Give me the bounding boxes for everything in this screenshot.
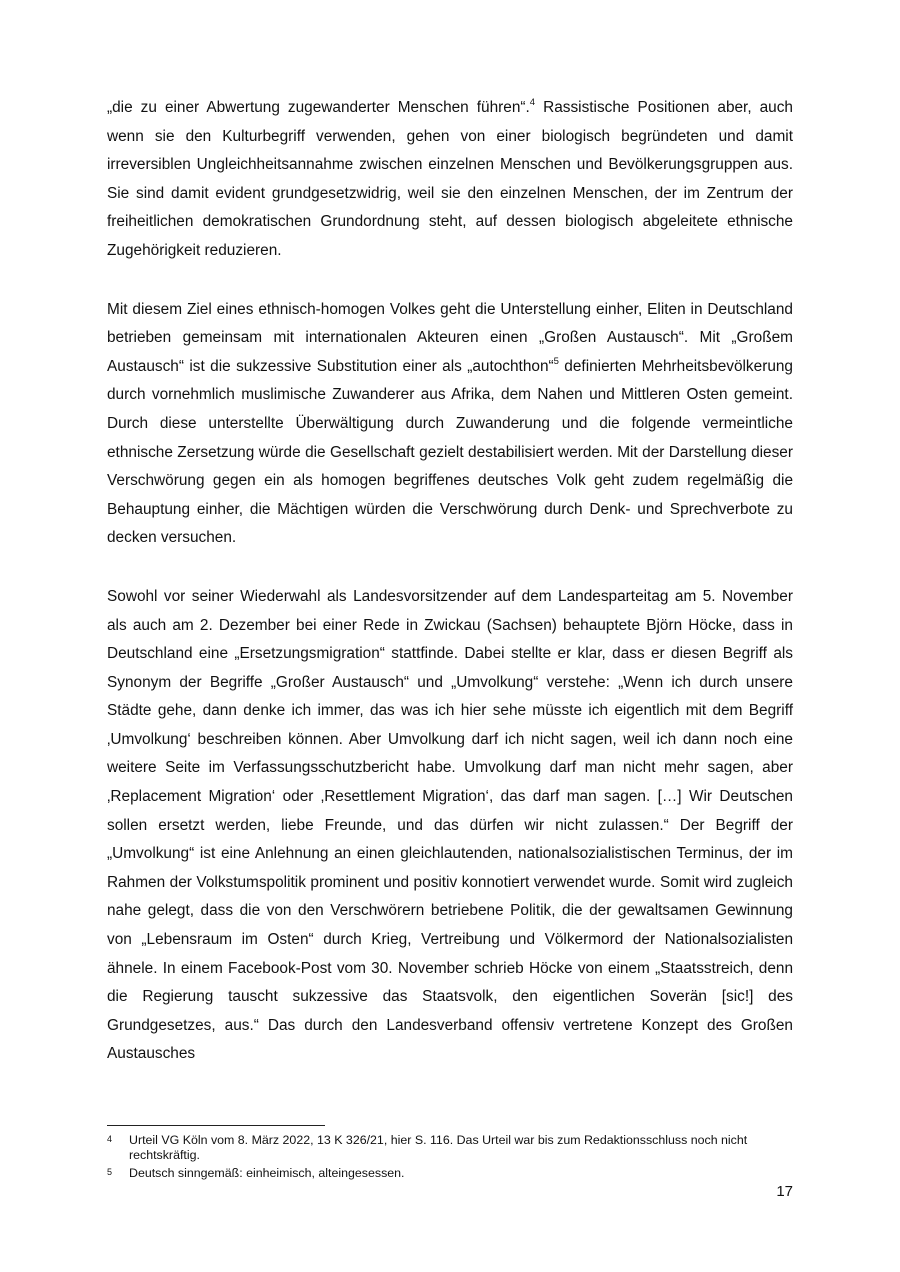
paragraph-text: Rassistische Positionen aber, auch wenn sie den Kulturbegriff verwenden, gehen von einer biologisch begründeten und damit irreversiblen Ungleichheitsannahme zwischen einzelnen Menschen und Bevölkerungsgruppen aus. Sie sind damit evident grundgesetzwidrig, weil sie den einzelnen Menschen, der im Zentrum der freiheitlichen demokratischen Grundordnung steht, auf dessen biologisch abgeleitete ethnische Zugehörigkeit reduzieren. [107,99,793,259]
footnotes [107,1133,793,1184]
paragraph-text: Sowohl vor seiner Wiederwahl als Landesvorsitzender auf dem Landesparteitag am 5. November als auch am 2. Dezember bei einer Rede in Zwickau (Sachsen) behauptete Björn Höcke, dass in Deutschland eine „Ersetzungsmigration“ stattfinde. Dabei stellte er klar, dass er diesen Begriff als Synonym der Begriffe „Großer Austausch“ und „Umvolkung“ verstehe: „Wenn ich durch unsere Städte gehe, dann denke ich immer, das was ich hier sehe müsste ich eigentlich mit dem Begriff ‚Umvolkung‘ beschreiben können. Aber Umvolkung darf ich nicht sagen, weil ich dann noch eine weitere Seite im Verfassungsschutzbericht habe. Umvolkung darf man nicht mehr sagen, aber ‚Replacement Migration‘ oder ‚Resettlement Migration‘, das darf man sagen. […] Wir Deutschen sollen ersetzt werden, liebe Freunde, und das dürfen wir nicht zulassen.“ Der Begriff der „Umvolkung“ ist eine Anlehnung an einen gleichlautenden, nationalsozialistischen Terminus, der im Rahmen der Volkstumspolitik prominent und positiv konnotiert verwendet wurde. Somit wird zugleich nahe gelegt, dass die von den Verschwörern betriebene Politik, die der gewaltsamen Gewinnung von „Lebensraum im Osten“ durch Krieg, Vertreibung und Völkermord der Nationalsozialisten ähnele. In einem Facebook-Post vom 30. November schrieb Höcke von einem „Staatsstreich, denn die Regierung tauscht sukzessive das Staatsvolk, den eigentlichen Soverän [sic!] des Grundgesetzes, aus.“ Das durch den Landesverband offensiv vertretene Konzept des Großen Austausches [107,587,793,1063]
paragraph [107,94,793,266]
paragraph [107,583,793,1069]
footnote-separator [107,1125,325,1126]
paragraph-text: „die zu einer Abwertung zugewanderter Menschen führen“. [107,99,530,116]
footnote-reference: 5 [553,355,559,367]
footnote-number: 5 [107,1167,113,1177]
footnote [107,1133,793,1163]
footnote-text: Urteil VG Köln vom 8. März 2022, 13 K 326/21, hier S. 116. Das Urteil war bis zum Redaktionsschluss noch nicht rechtskräftig. [129,1133,748,1162]
paragraph-text: Mit diesem Ziel eines ethnisch-homogen Volkes geht die Unterstellung einher, Eliten in Deutschland betrieben gemeinsam mit internationalen Akteuren einen „Großen Austausch“. Mit „Großem Austausch“ ist die sukzessive Substitution einer als „autochthon“ [107,300,793,375]
body-text [107,94,793,1099]
paragraph [107,296,793,553]
paragraph-text: definierten Mehrheitsbevölkerung durch vornehmlich muslimische Zuwanderer aus Afrika, dem Nahen und Mittleren Osten gemeint. Durch diese unterstellte Überwältigung durch Zuwanderung und die folgende vermeintliche ethnische Zersetzung würde die Gesellschaft gezielt destabilisiert werden. Mit der Darstellung dieser Verschwörung gegen ein als homogen begriffenes deutsches Volk geht zudem regelmäßig die Behauptung einher, die Mächtigen würden die Verschwörung durch Denk- und Sprechverbote zu decken versuchen. [107,357,793,547]
footnote-number: 4 [107,1134,113,1144]
footnote [107,1166,793,1181]
footnote-text: Deutsch sinngemäß: einheimisch, alteingesessen. [129,1166,405,1180]
page-number: 17 [776,1183,793,1200]
footnote-reference: 4 [529,96,536,108]
